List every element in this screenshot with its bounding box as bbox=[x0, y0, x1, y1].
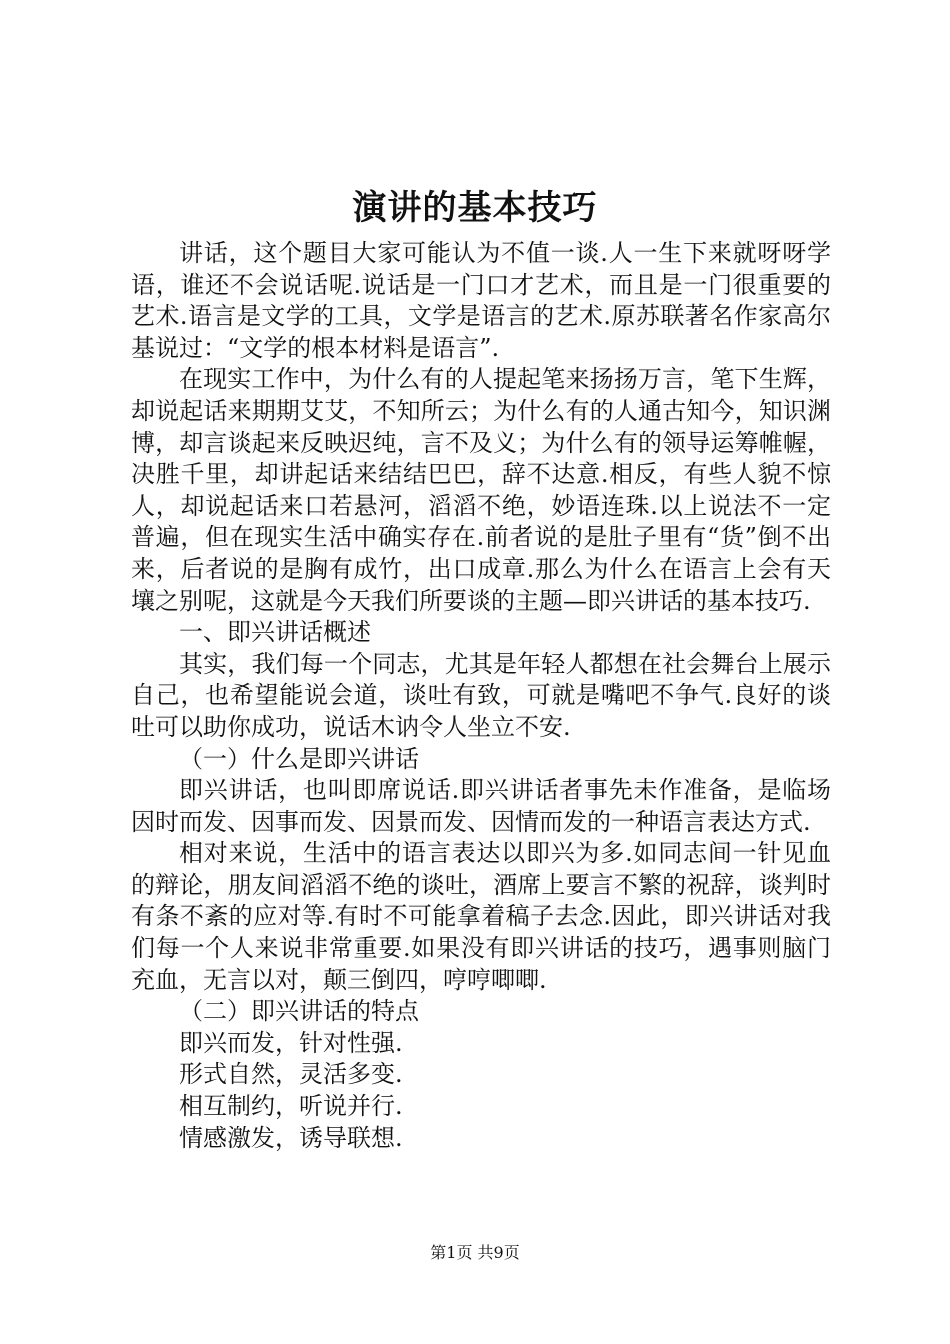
definition-paragraph-1: 即兴讲话，也叫即席说话.即兴讲话者事先未作准备，是临场因时而发、因事而发、因景而发、因情而发的一种语言表达方式. bbox=[131, 776, 831, 836]
page-number-footer: 第1页 共9页 bbox=[430, 1243, 520, 1262]
section-heading-overview: 一、即兴讲话概述 bbox=[179, 618, 371, 647]
feature-item: 形式自然，灵活多变. bbox=[179, 1060, 403, 1089]
overview-paragraph: 其实，我们每一个同志，尤其是年轻人都想在社会舞台上展示自己，也希望能说会道，谈吐有致，可就是嘴吧不争气.良好的谈吐可以助你成功，说话木讷令人坐立不安. bbox=[131, 649, 831, 741]
intro-paragraph-1: 讲话，这个题目大家可能认为不值一谈.人一生下来就呀呀学语，谁还不会说话呢.说话是一门口才艺术，而且是一门很重要的艺术.语言是文学的工具，文学是语言的艺术.原苏联著名作家高尔基说过：“文学的根本材料是语言”. bbox=[131, 239, 831, 362]
feature-item: 相互制约，听说并行. bbox=[179, 1092, 403, 1121]
feature-item: 情感激发，诱导联想. bbox=[179, 1123, 403, 1152]
definition-paragraph-2: 相对来说，生活中的语言表达以即兴为多.如同志间一针见血的辩论，朋友间滔滔不绝的谈吐，酒席上要言不繁的祝辞，谈判时有条不紊的应对等.有时不可能拿着稿子去念.因此，即兴讲话对我们每一个人来说非常重要.如果没有即兴讲话的技巧，遇事则脑门充血，无言以对，颠三倒四，哼哼唧唧. bbox=[131, 839, 831, 994]
document-body bbox=[131, 238, 831, 1154]
subsection-heading-definition: （一）什么是即兴讲话 bbox=[179, 744, 419, 773]
feature-item: 即兴而发，针对性强. bbox=[179, 1028, 403, 1057]
document-title: 演讲的基本技巧 bbox=[352, 188, 598, 228]
subsection-heading-features: （二）即兴讲话的特点 bbox=[179, 997, 419, 1026]
intro-paragraph-2: 在现实工作中，为什么有的人提起笔来扬扬万言，笔下生辉，却说起话来期期艾艾，不知所云；为什么有的人通古知今，知识渊博，却言谈起来反映迟纯，言不及义；为什么有的领导运筹帷幄，决胜千里，却讲起话来结结巴巴，辞不达意.相反，有些人貌不惊人，却说起话来口若悬河，滔滔不绝，妙语连珠.以上说法不一定普遍，但在现实生活中确实存在.前者说的是肚子里有“货”倒不出来，后者说的是胸有成竹，出口成章.那么为什么在语言上会有天壤之别呢，这就是今天我们所要谈的主题—即兴讲话的基本技巧. bbox=[131, 365, 831, 615]
